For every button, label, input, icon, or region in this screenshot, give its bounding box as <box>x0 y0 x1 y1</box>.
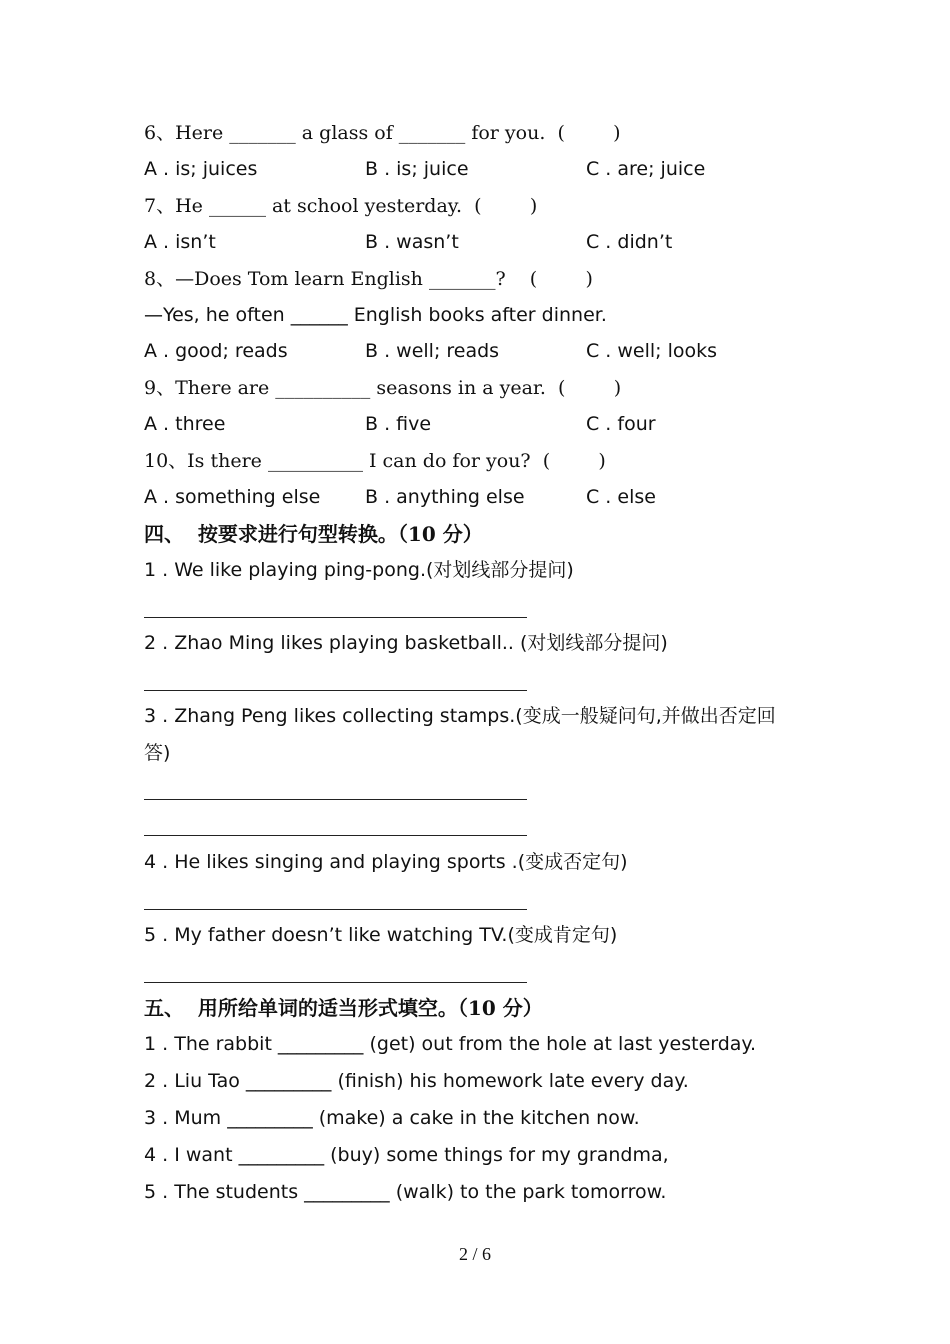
q8-option-c: C . well; looks <box>586 340 718 362</box>
section-5-item-5: 5 . The students _________ (walk) to the park tomorrow. <box>144 1181 667 1203</box>
q9-option-a: A . three <box>144 413 226 435</box>
q6-option-a: A . is; juices <box>144 158 258 180</box>
q8-option-b: B . well; reads <box>365 340 500 362</box>
section-5-item-4: 4 . I want _________ (buy) some things for my grandma, <box>144 1144 669 1166</box>
q8-option-a: A . good; reads <box>144 340 288 362</box>
q7-option-b: B . wasn’t <box>365 231 459 253</box>
section-4-title: 四、 按要求进行句型转换。（10 分） <box>144 522 483 546</box>
q7-option-c: C . didn’t <box>586 231 673 253</box>
answer-blank-line <box>144 690 527 691</box>
section-4-item-5: 5 . My father doesn’t like watching TV.(变成肯定句) <box>144 924 618 946</box>
section-4-item-2: 2 . Zhao Ming likes playing basketball.. (对划线部分提问) <box>144 632 668 654</box>
q6-option-b: B . is; juice <box>365 158 469 180</box>
question-8: 8、—Does Tom learn English _______? ( ) <box>144 268 593 290</box>
answer-blank-line <box>144 799 527 800</box>
section-4-item-3-cont: 答) <box>144 742 171 764</box>
q10-option-a: A . something else <box>144 486 321 508</box>
section-5-title: 五、 用所给单词的适当形式填空。（10 分） <box>144 996 543 1020</box>
question-7: 7、He ______ at school yesterday. ( ) <box>144 195 538 217</box>
section-5-item-3: 3 . Mum _________ (make) a cake in the kitchen now. <box>144 1107 640 1129</box>
q10-option-b: B . anything else <box>365 486 525 508</box>
q9-option-b: B . five <box>365 413 432 435</box>
answer-blank-line <box>144 982 527 983</box>
question-9: 9、There are __________ seasons in a year. ( ) <box>144 377 622 399</box>
answer-blank-line <box>144 617 527 618</box>
question-8-answer-line: —Yes, he often ______ English books after dinner. <box>144 304 607 326</box>
q7-option-a: A . isn’t <box>144 231 216 253</box>
section-5-item-1: 1 . The rabbit _________ (get) out from the hole at last yesterday. <box>144 1033 757 1055</box>
question-10: 10、Is there __________ I can do for you? ( ) <box>144 450 606 472</box>
section-4-item-4: 4 . He likes singing and playing sports .(变成否定句) <box>144 851 628 873</box>
section-4-item-3: 3 . Zhang Peng likes collecting stamps.(变成一般疑问句,并做出否定回 <box>144 705 776 727</box>
q10-option-c: C . else <box>586 486 656 508</box>
question-6: 6、Here _______ a glass of _______ for you. ( ) <box>144 122 621 144</box>
section-5-item-2: 2 . Liu Tao _________ (finish) his homework late every day. <box>144 1070 689 1092</box>
answer-blank-line <box>144 909 527 910</box>
answer-blank-line <box>144 835 527 836</box>
q6-option-c: C . are; juice <box>586 158 706 180</box>
q9-option-c: C . four <box>586 413 656 435</box>
page-number: 2 / 6 <box>458 1244 491 1264</box>
section-4-item-1: 1 . We like playing ping-pong.(对划线部分提问) <box>144 559 574 581</box>
